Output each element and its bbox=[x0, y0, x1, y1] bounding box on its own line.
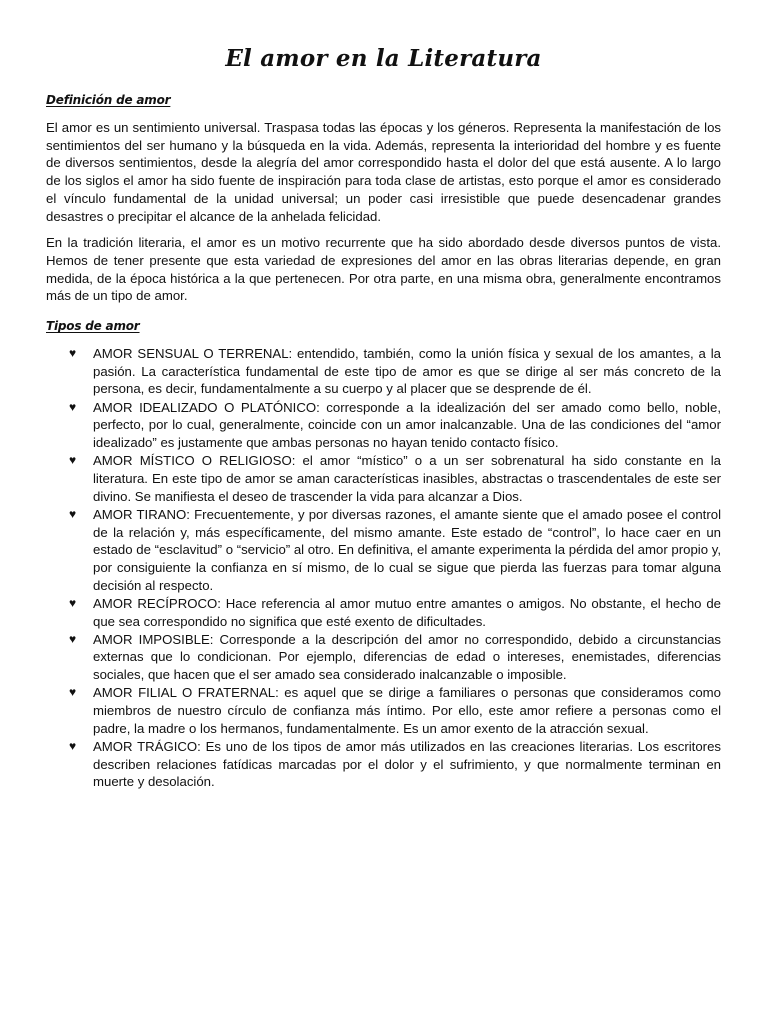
heart-bullet-icon: ♥ bbox=[69, 453, 77, 468]
heart-bullet-icon: ♥ bbox=[69, 506, 77, 521]
list-item bbox=[46, 595, 721, 630]
list-item-text: AMOR TRÁGICO: Es uno de los tipos de amor más utilizados en las creaciones literarias. Los escritores describen relaciones fatídicas marcadas por el dolor y el sufrimiento, y que normalmente terminan en muerte y desolación. bbox=[93, 739, 721, 790]
list-item-text: AMOR FILIAL O FRATERNAL: es aquel que se dirige a familiares o personas que consideramos como miembros de nuestro círculo de confianza más íntimo. Por ello, este amor refiere a personas como el padre, la madre o los hermanos, fundamentalmente. Es un amor exento de la atracción sexual. bbox=[93, 685, 721, 736]
heart-bullet-icon: ♥ bbox=[69, 399, 77, 414]
list-item-text: AMOR IMPOSIBLE: Corresponde a la descripción del amor no correspondido, debido a circunstancias externas que lo condicionan. Por ejemplo, diferencias de edad o intereses, enemistades, diferencias sociales, que hacen que el ser amado sea considerado inalcanzable o imposible. bbox=[93, 631, 721, 683]
document-title: El amor en la Literatura bbox=[225, 45, 542, 72]
list-item bbox=[46, 506, 721, 595]
list-item-text: AMOR IDEALIZADO O PLATÓNICO: corresponde a la idealización del ser amado como bello, noble, perfecto, por lo cual, generalmente, coincide con un amor inalcanzable. Una de las condiciones del “amor idealizado” es justamente que ambas personas no hayan tenido contacto físico. bbox=[93, 399, 721, 451]
definition-paragraph-2: En la tradición literaria, el amor es un motivo recurrente que ha sido abordado desde diversos puntos de vista. Hemos de tener presente que esta variedad de expresiones del amor en las obras literarias depende, en gran medida, de la época histórica a la que pertenecen. Por otra parte, en una misma obra, generalmente encontramos más de un tipo de amor. bbox=[46, 235, 721, 304]
list-item bbox=[46, 684, 721, 737]
heart-bullet-icon: ♥ bbox=[69, 346, 77, 361]
heart-bullet-icon: ♥ bbox=[69, 595, 77, 610]
heart-bullet-icon: ♥ bbox=[69, 631, 77, 646]
section-heading-definition: Definición de amor bbox=[46, 93, 171, 107]
list-item-text: AMOR SENSUAL O TERRENAL: entendido, también, como la unión física y sexual de los amantes, a la pasión. La característica fundamental de este tipo de amor es que se dirige al ser más concreto de la persona, es decir, fundamentalmente a su cuerpo y al placer que se desprende de él. bbox=[93, 346, 721, 397]
list-item bbox=[46, 399, 721, 452]
list-item-text: AMOR RECÍPROCO: Hace referencia al amor mutuo entre amantes o amigos. No obstante, el hecho de que sea correspondido no significa que esté exento de dificultades. bbox=[93, 595, 721, 629]
document-page bbox=[46, 44, 721, 792]
love-types-list bbox=[46, 345, 721, 791]
list-item-text: AMOR TIRANO: Frecuentemente, y por diversas razones, el amante siente que el amado posee el control de la relación y, más específicamente, del mismo amante. Este estado de “control”, lo hace caer en un estado de “esclavitud” o “servicio” al otro. En definitiva, el amante experimenta la pérdida del amor propio y, por consiguiente la confianza en sí mismo, de lo cual se sigue que pierda las fuerzas para tomar alguna decisión al respecto. bbox=[93, 506, 721, 593]
heart-bullet-icon: ♥ bbox=[69, 739, 77, 753]
list-item bbox=[46, 345, 721, 398]
heart-bullet-icon: ♥ bbox=[69, 685, 77, 700]
definition-paragraph-1: El amor es un sentimiento universal. Traspasa todas las épocas y los géneros. Representa la manifestación de los sentimientos del ser humano y la búsqueda en la vida. Además, representa la interioridad del hombre y es fuente de diversos sentimientos, desde la alegría del amor correspondido hasta el dolor del que está ausente. A lo largo de los siglos el amor ha sido fuente de inspiración para toda clase de artistas, esto porque el amor es considerado el vínculo fundamental de la unidad universal; un poder casi irresistible que puede desencadenar grandes desastres o precipitar el alcance de la anhelada felicidad. bbox=[46, 120, 721, 224]
list-item bbox=[46, 452, 721, 505]
section-heading-types: Tipos de amor bbox=[46, 319, 140, 334]
list-item bbox=[46, 631, 721, 684]
list-item bbox=[46, 738, 721, 791]
list-item-text: AMOR MÍSTICO O RELIGIOSO: el amor “místico” o a un ser sobrenatural ha sido constante en la literatura. En este tipo de amor se aman características inasibles, abstractas o trascendentales de este ser divino. Se manifiesta el deseo de trascender la vida para alcanzar a Dios. bbox=[93, 453, 721, 504]
